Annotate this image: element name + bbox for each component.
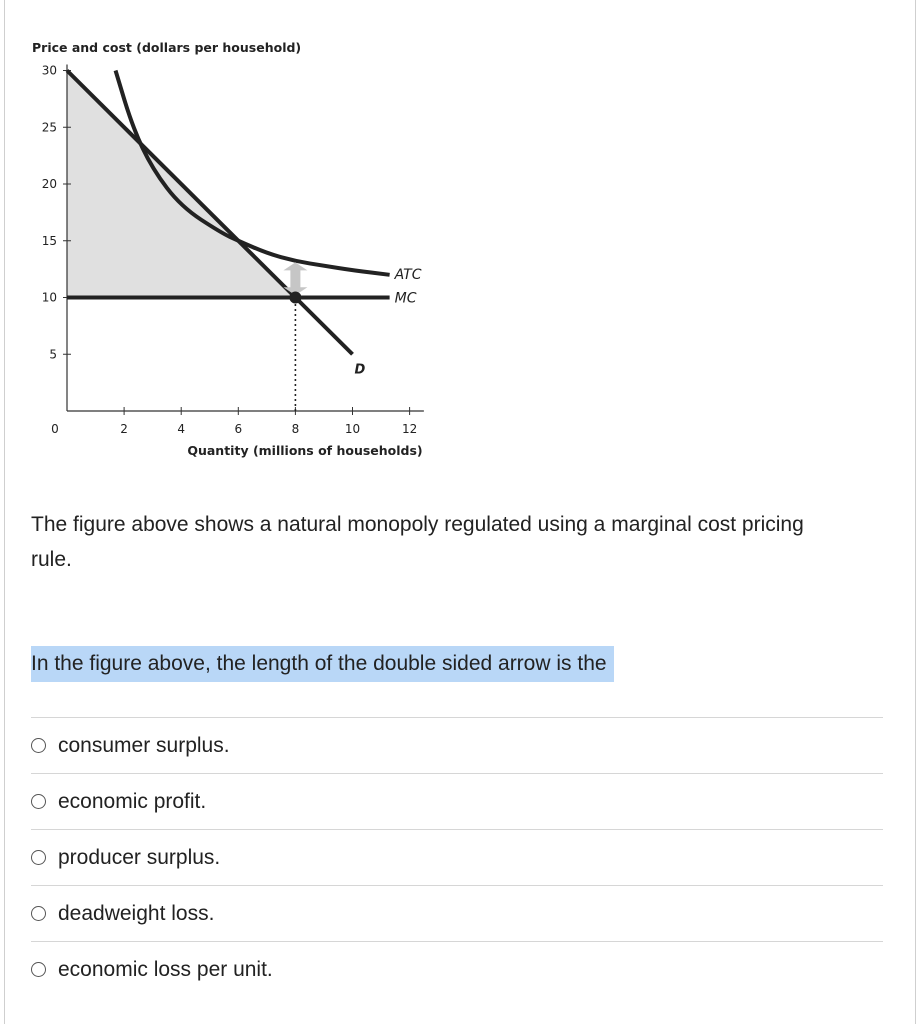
x-tick-label: 12 (401, 422, 418, 436)
x-tick-label: 10 (344, 422, 361, 436)
option-producer-surplus[interactable] (31, 829, 883, 885)
x-tick-label: 0 (51, 422, 59, 436)
y-tick-label: 25 (41, 120, 57, 135)
y-tick-label: 20 (41, 177, 57, 191)
option-label: producer surplus. (58, 845, 221, 869)
x-axis-label: Quantity (millions of households) (187, 443, 423, 458)
option-economic-loss-per-unit[interactable] (31, 941, 883, 997)
radio-button[interactable] (31, 906, 46, 921)
option-label: economic profit. (58, 789, 207, 813)
y-tick-label: 30 (41, 63, 57, 78)
atc-label: ATC (394, 266, 422, 283)
plot-area (42, 64, 424, 437)
option-label: consumer surplus. (58, 733, 230, 757)
radio-button[interactable] (31, 794, 46, 809)
answer-options (31, 717, 883, 997)
demand-label: D (354, 362, 366, 378)
option-deadweight-loss[interactable] (31, 885, 883, 941)
option-consumer-surplus[interactable] (31, 717, 883, 773)
option-label: deadweight loss. (58, 901, 215, 925)
x-tick-label: 8 (291, 422, 300, 436)
radio-button[interactable] (31, 738, 46, 753)
x-tick-label: 2 (120, 422, 128, 436)
y-tick-label: 10 (41, 290, 57, 305)
y-axis-label: Price and cost (dollars per household) (32, 40, 302, 55)
mc-label: MC (394, 290, 417, 307)
x-tick-label: 4 (177, 422, 186, 436)
monopoly-chart (0, 0, 922, 480)
statement-text: The figure above shows a natural monopoly regulated using a marginal cost pricing rule. (31, 513, 804, 571)
intersection-point (289, 292, 301, 304)
radio-button[interactable] (31, 962, 46, 977)
option-economic-profit[interactable] (31, 773, 883, 829)
y-tick-label: 15 (41, 233, 57, 248)
option-label: economic loss per unit. (58, 957, 273, 981)
y-tick-label: 5 (49, 347, 57, 362)
question-text: In the figure above, the length of the double sided arrow is the (31, 646, 614, 682)
radio-button[interactable] (31, 850, 46, 865)
x-tick-label: 6 (234, 422, 243, 436)
